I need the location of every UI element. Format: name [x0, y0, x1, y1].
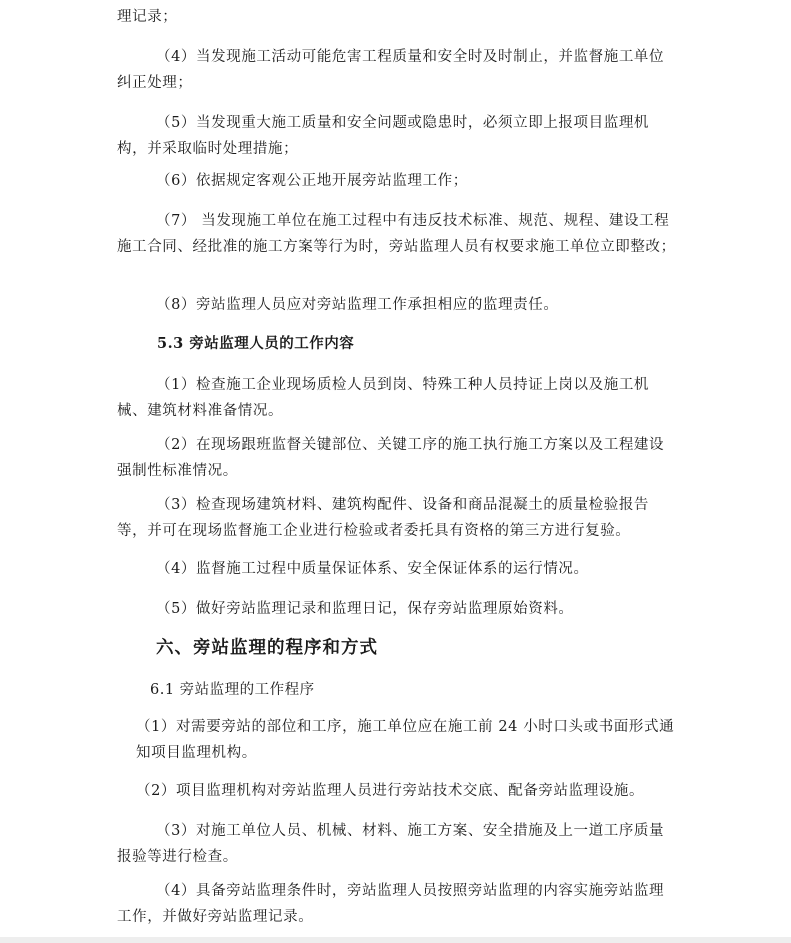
section-heading-5-3: 5.3 旁站监理人员的工作内容 — [157, 335, 355, 352]
section-5-3-item-5: （5）做好旁站监理记录和监理日记，保存旁站监理原始资料。 — [156, 601, 574, 617]
page-bottom-edge — [0, 937, 791, 943]
section-6-1-item-1: （1）对需要旁站的部位和工序，施工单位应在施工前 24 小时口头或书面形式通知项目监理机构。 — [136, 719, 675, 761]
paragraph-continuation: 理记录； — [117, 9, 178, 25]
paragraph-item-7: （7） 当发现施工单位在施工过程中有违反技术标准、规范、规程、建设工程施工合同、经批准的施工方案等行为时，旁站监理人员有权要求施工单位立即整改； — [117, 213, 676, 255]
section-5-3-item-3: （3）检查现场建筑材料、建筑构配件、设备和商品混凝土的质量检验报告等，并可在现场监督施工企业进行检验或者委托具有资格的第三方进行复验。 — [117, 497, 650, 539]
section-6-1-item-2: （2）项目监理机构对旁站监理人员进行旁站技术交底、配备旁站监理设施。 — [136, 783, 645, 799]
section-5-3-item-1: （1）检查施工企业现场质检人员到岗、特殊工种人员持证上岗以及施工机械、建筑材料准备情况。 — [117, 377, 650, 419]
section-6-1-item-3: （3）对施工单位人员、机械、材料、施工方案、安全措施及上一道工序质量报验等进行检查。 — [117, 823, 665, 865]
section-5-3-item-2: （2）在现场跟班监督关键部位、关键工序的施工执行施工方案以及工程建设强制性标准情况。 — [117, 437, 665, 479]
section-heading-6-1: 6.1 旁站监理的工作程序 — [150, 682, 315, 698]
section-5-3-item-4: （4）监督施工过程中质量保证体系、安全保证体系的运行情况。 — [156, 561, 589, 577]
paragraph-item-4: （4）当发现施工活动可能危害工程质量和安全时及时制止，并监督施工单位纠正处理； — [117, 49, 665, 91]
paragraph-item-8: （8）旁站监理人员应对旁站监理工作承担相应的监理责任。 — [156, 297, 559, 313]
chapter-heading-6: 六、旁站监理的程序和方式 — [156, 638, 378, 658]
section-6-1-item-4: （4）具备旁站监理条件时，旁站监理人员按照旁站监理的内容实施旁站监理工作，并做好旁站监理记录。 — [117, 883, 665, 925]
paragraph-item-6: （6）依据规定客观公正地开展旁站监理工作； — [156, 173, 468, 189]
paragraph-item-5: （5）当发现重大施工质量和安全问题或隐患时，必须立即上报项目监理机构，并采取临时处理措施； — [117, 115, 650, 157]
